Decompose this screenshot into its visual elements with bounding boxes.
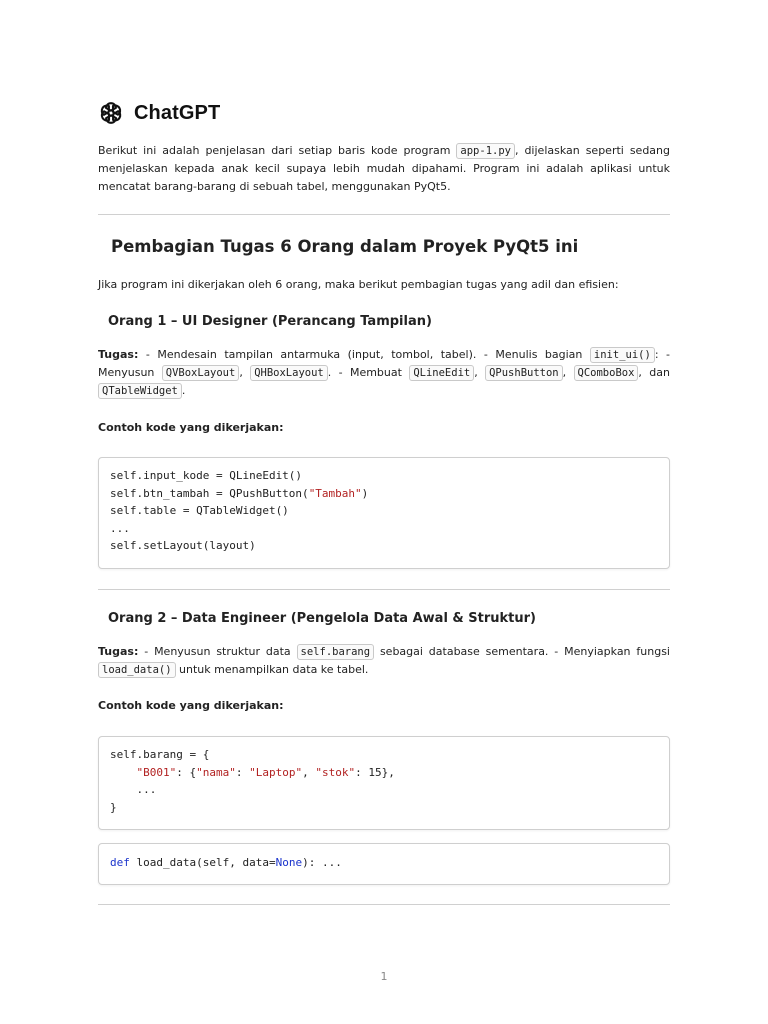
inline-code: QComboBox: [574, 365, 639, 381]
code-line: }: [110, 800, 117, 814]
inline-code: QTableWidget: [98, 383, 182, 399]
orang2-code-block-2: [98, 843, 670, 885]
code-string: "Tambah": [308, 486, 362, 500]
inline-code: self.barang: [297, 644, 375, 660]
code-text: : 15},: [355, 765, 395, 779]
brand-header: [98, 100, 220, 126]
code-string: "B001": [136, 765, 177, 779]
divider: [98, 214, 670, 215]
section-title: Pembagian Tugas 6 Orang dalam Proyek PyQt5 ini: [111, 237, 579, 256]
inline-code: init_ui(): [590, 347, 655, 363]
tugas-text: untuk menampilkan data ke tabel.: [175, 663, 369, 676]
tugas-label: Tugas:: [98, 645, 139, 658]
inline-code: QPushButton: [485, 365, 563, 381]
tugas-text: , dan: [638, 366, 670, 379]
code-text: : {: [176, 765, 197, 779]
orang2-code-block: [98, 736, 670, 830]
divider: [98, 904, 670, 905]
inline-code-filename: app-1.py: [456, 143, 515, 159]
code-line: ): [361, 486, 369, 500]
tugas-text: : - Menyusun: [98, 348, 670, 379]
code-line: self.table = QTableWidget(): [110, 504, 289, 517]
tugas-label: Tugas:: [98, 348, 139, 361]
code-line: ...: [110, 783, 157, 796]
code-string: "nama": [196, 765, 236, 779]
tugas-text: .: [181, 384, 186, 397]
tugas-text: - Menyusun struktur data: [138, 645, 297, 658]
section-intro: Jika program ini dikerjakan oleh 6 orang, maka berikut pembagian tugas yang adil dan efisien:: [98, 278, 619, 291]
tugas-text: . - Membuat: [327, 366, 410, 379]
code-text: ,: [302, 765, 316, 779]
code-keyword: def: [110, 856, 130, 869]
code-text: ): ...: [302, 856, 342, 869]
tugas-text: - Mendesain tampilan antarmuka (input, tombol, tabel). - Menulis bagian: [138, 348, 590, 361]
intro-text-after: , dijelaskan seperti sedang menjelaskan kepada anak kecil supaya lebih mudah dipahami. Program ini adalah aplikasi untuk mencatat barang-barang di sebuah tabel, menggunakan PyQt5.: [98, 144, 670, 193]
intro-text-before: Berikut ini adalah penjelasan dari setiap baris kode program: [98, 144, 457, 157]
code-text: :: [235, 765, 250, 779]
openai-logo-icon: [98, 100, 124, 126]
orang1-code-block: [98, 457, 670, 569]
inline-code: QLineEdit: [409, 365, 474, 381]
code-string: "Laptop": [249, 765, 303, 779]
code-line: self.setLayout(layout): [110, 539, 256, 552]
orang2-tugas: [98, 643, 670, 679]
orang1-heading: Orang 1 – UI Designer (Perancang Tampilan): [108, 314, 432, 329]
divider: [98, 589, 670, 590]
code-line: self.input_kode = QLineEdit(): [110, 469, 303, 482]
orang1-example-label: Contoh kode yang dikerjakan:: [98, 421, 284, 434]
inline-code: load_data(): [98, 662, 176, 678]
code-line: self.btn_tambah = QPushButton(: [110, 486, 309, 500]
inline-code: QHBoxLayout: [250, 365, 328, 381]
code-line: self.barang = {: [110, 748, 210, 761]
code-indent: [110, 766, 137, 779]
code-line: ...: [110, 521, 130, 535]
page-number: 1: [380, 970, 388, 983]
code-keyword: None: [275, 856, 303, 869]
tugas-text: ,: [562, 366, 574, 379]
tugas-text: sebagai database sementara. - Menyiapkan fungsi: [374, 645, 670, 658]
intro-paragraph: [98, 142, 670, 196]
tugas-text: ,: [239, 366, 251, 379]
inline-code: QVBoxLayout: [162, 365, 240, 381]
orang2-heading: Orang 2 – Data Engineer (Pengelola Data Awal & Struktur): [108, 611, 536, 626]
code-text: load_data(self, data=: [129, 856, 276, 869]
brand-name: ChatGPT: [134, 101, 221, 124]
orang2-example-label: Contoh kode yang dikerjakan:: [98, 699, 284, 712]
tugas-text: ,: [474, 366, 486, 379]
code-string: "stok": [315, 765, 356, 779]
orang1-tugas: [98, 346, 670, 400]
